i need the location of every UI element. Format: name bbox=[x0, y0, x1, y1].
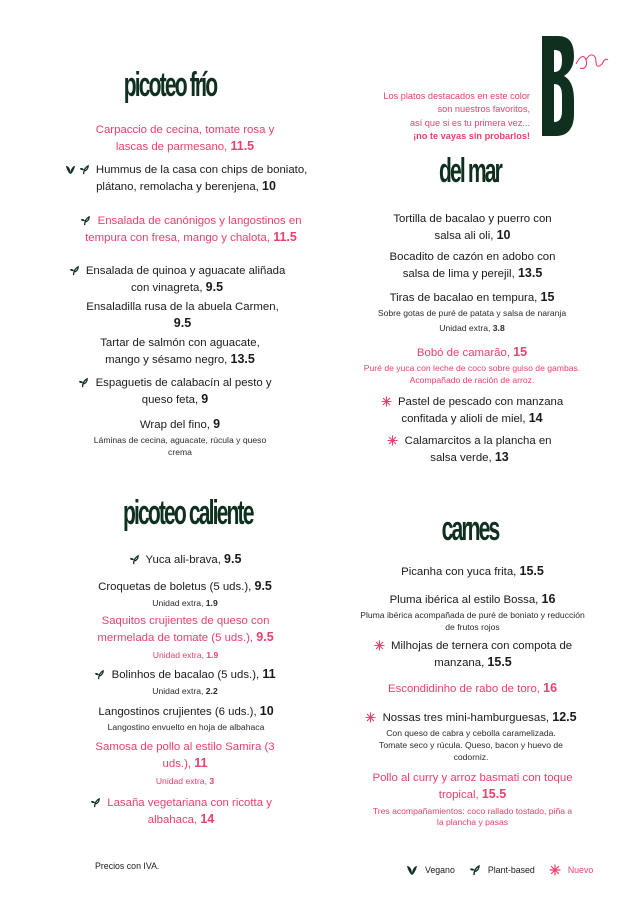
item-price: 16 bbox=[541, 592, 556, 606]
brand-logo bbox=[540, 34, 610, 145]
menu-item bbox=[380, 563, 565, 580]
new-icon bbox=[365, 712, 376, 723]
item-price: 13 bbox=[494, 450, 509, 465]
menu-item bbox=[85, 740, 285, 787]
item-name: Lasaña vegetariana con ricotta y albahaca, bbox=[107, 797, 272, 827]
item-price: 15 bbox=[540, 290, 555, 304]
item-name: Saquitos crujientes de queso con mermelada de tomate (5 uds.), bbox=[97, 615, 270, 645]
menu-item bbox=[360, 591, 585, 634]
item-price: 13.5 bbox=[517, 266, 543, 281]
item-price: 13.5 bbox=[230, 352, 255, 367]
item-price: 14 bbox=[528, 411, 543, 426]
item-price: 15.5 bbox=[481, 787, 507, 802]
item-price: 11 bbox=[262, 667, 276, 681]
new-icon bbox=[387, 435, 398, 446]
menu-item bbox=[372, 395, 572, 428]
item-price: 15.5 bbox=[519, 564, 544, 578]
vegan-icon bbox=[406, 864, 418, 876]
item-name: Milhojas de ternera con compota de manzana, bbox=[391, 640, 573, 670]
item-description: Puré de yuca con leche de coco sobre guiso de gambas. Acompañado de ración de arroz. bbox=[363, 363, 581, 385]
item-price: 9 bbox=[213, 417, 221, 431]
section-title-carnes: carnes bbox=[441, 510, 499, 548]
new-icon bbox=[381, 396, 392, 407]
plant-based-icon bbox=[94, 669, 105, 680]
item-name: Tortilla de bacalao y puerro con salsa ali oli, bbox=[393, 213, 552, 243]
menu-item bbox=[62, 264, 292, 297]
item-name: Espaguetis de calabacín al pesto y queso feta, bbox=[95, 377, 272, 407]
menu-item bbox=[346, 344, 598, 387]
item-name: Calamarcitos a la plancha en salsa verde, bbox=[404, 435, 552, 465]
note-line-1: Los platos destacados en este color bbox=[383, 91, 530, 101]
item-description: Pluma ibérica acompañada de puré de boniato y reducción de frutos rojos bbox=[360, 610, 585, 632]
section-title-picoteo-frio: picoteo frío bbox=[123, 66, 217, 104]
item-description: Sobre gotas de puré de patata y salsa de naranja bbox=[377, 308, 567, 319]
item-extra: Unidad extra, 3.8 bbox=[439, 322, 505, 333]
section-title-picoteo-caliente: picoteo caliente bbox=[123, 494, 253, 532]
menu-item bbox=[385, 212, 560, 245]
menu-item bbox=[80, 300, 285, 333]
item-price: 9.5 bbox=[224, 552, 242, 566]
legend-plant-label: Plant-based bbox=[487, 865, 535, 875]
item-name: Carpaccio de cecina, tomate rosa y lascas de parmesano, bbox=[95, 124, 275, 154]
item-price: 9.5 bbox=[256, 630, 274, 645]
legend bbox=[406, 864, 593, 876]
plant-based-icon bbox=[129, 554, 140, 565]
plant-based-icon bbox=[79, 164, 90, 175]
menu-item bbox=[80, 123, 290, 156]
item-description: Tres acompañamientos: coco rallado tostado, piña a la plancha y pasas bbox=[372, 805, 573, 828]
menu-item bbox=[360, 771, 585, 829]
item-name: Pastel de pescado con manzana confitada y alioli de miel, bbox=[397, 396, 564, 426]
item-price: 11.5 bbox=[273, 230, 297, 245]
plant-based-icon bbox=[469, 864, 481, 876]
plant-based-icon bbox=[78, 377, 89, 388]
item-extra: Unidad extra, 2.2 bbox=[152, 686, 218, 697]
item-extra: Unidad extra, 1.9 bbox=[152, 598, 218, 609]
menu-item bbox=[80, 666, 290, 698]
item-name: Pluma ibérica al estilo Bossa, bbox=[389, 594, 539, 606]
item-name: Escondidinho de rabo de toro, bbox=[387, 683, 540, 695]
item-description: Langostino envuelto en hoja de albahaca bbox=[107, 722, 265, 733]
menu-item bbox=[90, 336, 270, 369]
item-price: 16 bbox=[543, 681, 558, 695]
item-price: 9.5 bbox=[254, 579, 272, 593]
menu-item bbox=[368, 639, 578, 672]
note-line-3: así que si es tu primera vez... bbox=[410, 117, 530, 128]
legend-new-label: Nuevo bbox=[567, 865, 594, 875]
item-name: Ensaladilla rusa de la abuela Carmen, bbox=[86, 301, 279, 313]
item-name: Yuca ali-brava, bbox=[145, 554, 221, 566]
item-price: 10 bbox=[496, 228, 511, 243]
item-price: 12.5 bbox=[552, 710, 577, 724]
note-line-2: son nuestros favoritos, bbox=[437, 104, 530, 115]
menu-item bbox=[370, 680, 575, 697]
plant-based-icon bbox=[80, 215, 91, 226]
item-price: 9.5 bbox=[173, 316, 192, 331]
item-price: 15.5 bbox=[487, 655, 512, 670]
item-name: Wrap del fino, bbox=[139, 419, 210, 431]
item-name: Croquetas de boletus (5 uds.), bbox=[98, 581, 252, 593]
item-price: 11 bbox=[194, 756, 208, 771]
note-line-4: ¡no te vayas sin probarlos! bbox=[413, 131, 530, 142]
vegan-icon bbox=[65, 164, 76, 175]
item-name: Ensalada de quinoa y aguacate aliñada con vinagreta, bbox=[85, 265, 286, 295]
item-name: Picanha con yuca frita, bbox=[401, 566, 517, 578]
item-price: 9 bbox=[201, 392, 209, 407]
menu-item bbox=[110, 551, 260, 568]
item-price: 15 bbox=[513, 345, 528, 359]
plant-based-icon bbox=[69, 265, 80, 276]
menu-item bbox=[86, 796, 276, 829]
item-name: Ensalada de canónigos y langostinos en tempura con fresa, mango y chalota, bbox=[85, 215, 302, 245]
menu-item bbox=[78, 614, 293, 661]
item-name: Bocadito de cazón en adobo con salsa de lima y perejil, bbox=[389, 251, 556, 281]
item-price: 10 bbox=[259, 704, 274, 718]
new-icon bbox=[549, 864, 561, 876]
item-name: Langostinos crujientes (6 uds.), bbox=[98, 706, 257, 718]
menu-item bbox=[356, 709, 586, 763]
menu-item bbox=[90, 416, 270, 459]
section-title-del-mar: del mar bbox=[439, 152, 501, 190]
item-name: Hummus de la casa con chips de boniato, plátano, remolacha y berenjena, bbox=[95, 164, 308, 194]
plant-based-icon bbox=[90, 797, 101, 808]
menu-item bbox=[387, 434, 552, 467]
item-name: Samosa de pollo al estilo Samira (3 uds.), bbox=[95, 741, 275, 771]
item-price: 9.5 bbox=[205, 280, 224, 295]
item-name: Tiras de bacalao en tempura, bbox=[389, 292, 538, 304]
item-extra: Unidad extra, 1.9 bbox=[152, 649, 219, 660]
new-icon bbox=[374, 640, 385, 651]
favorites-note bbox=[330, 90, 530, 143]
menu-item bbox=[80, 578, 290, 610]
menu-item bbox=[352, 289, 592, 335]
item-price: 14 bbox=[200, 812, 215, 827]
item-name: Bolinhos de bacalao (5 uds.), bbox=[111, 669, 260, 681]
menu-item bbox=[62, 163, 310, 196]
item-price: 10 bbox=[262, 179, 276, 194]
item-name: Tartar de salmón con aguacate, mango y sésamo negro, bbox=[100, 337, 260, 367]
prices-note: Precios con IVA. bbox=[95, 861, 160, 871]
item-name: Bobó de camarão, bbox=[416, 347, 510, 359]
item-name: Nossas tres mini-hamburguesas, bbox=[382, 712, 550, 724]
menu-item bbox=[76, 703, 296, 734]
item-description: Láminas de cecina, aguacate, rúcula y queso crema bbox=[93, 435, 267, 457]
legend-vegan-label: Vegano bbox=[425, 865, 455, 875]
item-price: 11.5 bbox=[230, 139, 255, 154]
menu-item bbox=[60, 214, 322, 247]
item-description: Con queso de cabra y cebolla caramelizada. Tomate seco y rúcula. Queso, bacon y huevo de codorniz. bbox=[379, 728, 563, 762]
menu-item bbox=[380, 250, 565, 283]
menu-item bbox=[70, 376, 280, 409]
item-extra: Unidad extra, 3 bbox=[155, 775, 215, 786]
item-name: Pollo al curry y arroz basmati con toque tropical, bbox=[372, 772, 573, 802]
